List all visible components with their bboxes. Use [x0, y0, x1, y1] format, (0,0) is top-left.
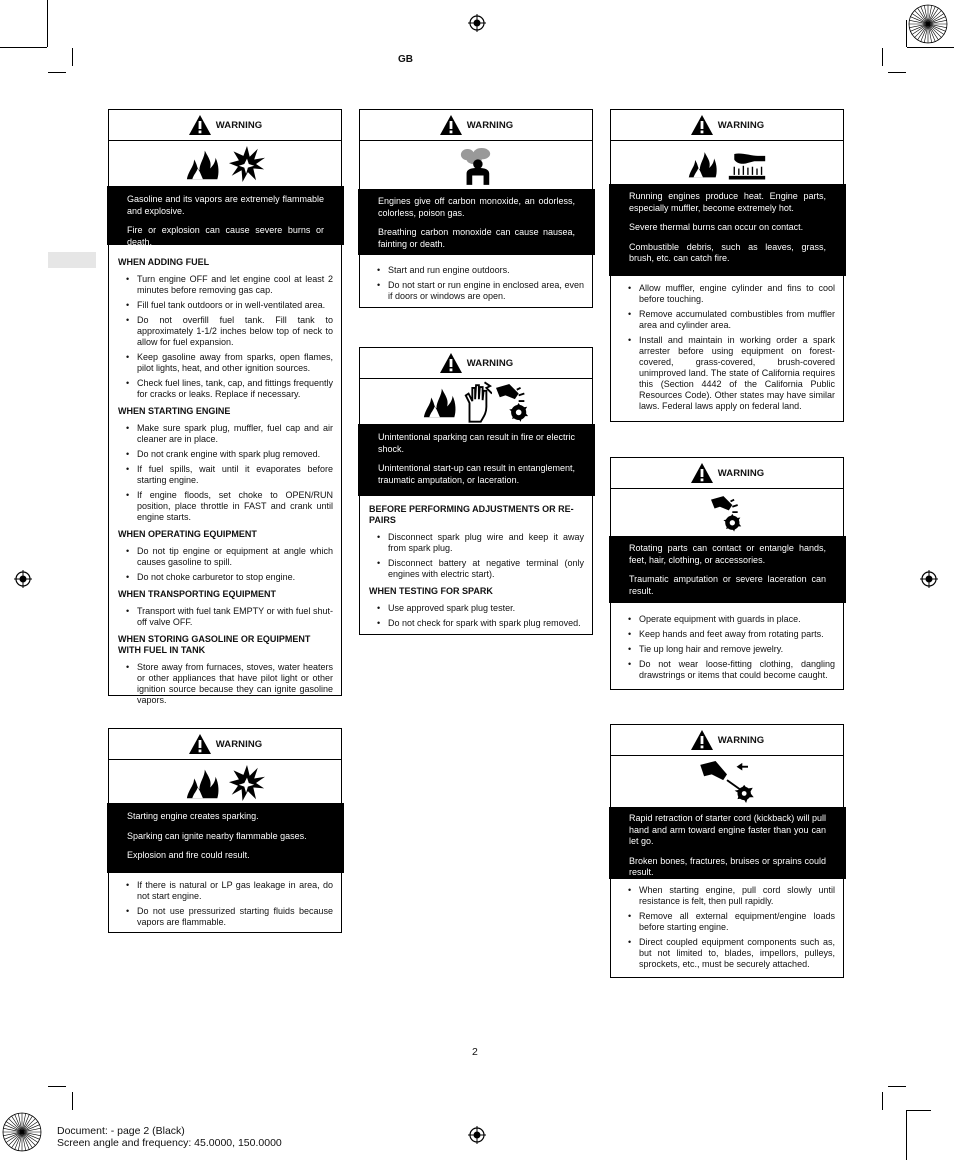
section-title: WHEN ADDING FUEL [118, 257, 210, 267]
list-item: • Disconnect battery at negative terminal (only engines with electric start). [369, 558, 584, 580]
list-item: • When starting engine, pull cord slowly until resistance is felt, then pull rapidly. [620, 885, 835, 907]
warning-label: WARNING [215, 119, 263, 131]
warning-label: WARNING [466, 357, 514, 369]
section-title: WHEN STARTING ENGINE [118, 406, 231, 416]
instruction-list [369, 265, 584, 302]
hot-surface-icon [727, 148, 767, 180]
warning-card-starting [108, 728, 342, 933]
flame-icon [422, 385, 458, 419]
instructions [620, 614, 835, 687]
hazard-message [609, 536, 846, 603]
instruction-list [118, 546, 333, 583]
kickback-icon [698, 761, 756, 803]
list-item: • Install and maintain in working order a spark arrester before using equipment on forest-covered, grass-covered, brush-covered unimproved land. The state of California requires this (Section 4442 of the California Public Resources Code). Other states may have similar laws. Federal laws apply on federal land. [620, 335, 835, 412]
hazard-text: Running engines produce heat. Engine parts, especially muffler, become extremely hot. [629, 191, 826, 213]
flame-icon [687, 149, 719, 179]
list-item: • If there is natural or LP gas leakage in area, do not start engine. [118, 880, 333, 902]
instruction-list [118, 274, 333, 400]
flame-icon [185, 766, 221, 800]
hazard-text: Unintentional start-up can result in entanglement, traumatic amputation, or laceration. [378, 463, 575, 485]
starburst-target-icon [908, 4, 948, 44]
registration-mark-icon [468, 14, 486, 32]
warning-triangle-icon [188, 733, 212, 755]
list-item: • Do not tip engine or equipment at angle which causes gasoline to spill. [118, 546, 333, 568]
list-item: • Keep gasoline away from sparks, open flames, pilot lights, heat, and other ignition sources. [118, 352, 333, 374]
hazard-text: Explosion and fire could result. [127, 850, 250, 860]
card-header [360, 348, 592, 379]
list-item: • Do not use pressurized starting fluids because vapors are flammable. [118, 906, 333, 928]
list-item: • Tie up long hair and remove jewelry. [620, 644, 835, 655]
hazard-icons [109, 763, 341, 803]
hazard-text: Gasoline and its vapors are extremely flammable and explosive. [127, 194, 324, 216]
card-header [611, 458, 843, 489]
section-title: WHEN STORING GASOLINE OR EQUIPMENT WITH FUEL IN TANK [118, 634, 311, 655]
warning-triangle-icon [439, 114, 463, 136]
list-item: • Remove accumulated combustibles from muffler area and cylinder area. [620, 309, 835, 331]
explosion-icon [229, 764, 265, 802]
list-item: • Do not wear loose-fitting clothing, dangling drawstrings or items that could become caught. [620, 659, 835, 681]
list-item: • Direct coupled equipment components such as, but not limited to, blades, impellors, pulleys, sprockets, etc., must be securely attached. [620, 937, 835, 970]
hazard-message [358, 424, 595, 496]
print-info [57, 1125, 282, 1149]
hazard-text: Rapid retraction of starter cord (kickback) will pull hand and arm toward engine faster than you can let go. [629, 813, 826, 846]
warning-triangle-icon [690, 729, 714, 751]
hazard-icons [611, 759, 843, 805]
list-item: • Use approved spark plug tester. [369, 603, 584, 614]
list-item: • Disconnect spark plug wire and keep it away from spark plug. [369, 532, 584, 554]
hazard-message [107, 186, 344, 245]
list-item: • Store away from furnaces, stoves, water heaters or other appliances that have pilot light or other ignition source because they can ignite gasoline vapors. [118, 662, 333, 706]
list-item: • Start and run engine outdoors. [369, 265, 584, 276]
hazard-icons [109, 144, 341, 184]
warning-triangle-icon [439, 352, 463, 374]
section-title: WHEN TRANSPORTING EQUIPMENT [118, 589, 277, 599]
hazard-text: Combustible debris, such as leaves, grass, brush, etc. can catch fire. [629, 241, 826, 263]
hazard-icons [360, 380, 592, 424]
list-item: • Remove all external equipment/engine loads before starting engine. [620, 911, 835, 933]
hazard-text: Starting engine creates sparking. [127, 811, 259, 821]
warning-card-kickback [610, 724, 844, 978]
warning-label: WARNING [215, 738, 263, 750]
print-info-line: Screen angle and frequency: 45.0000, 150.0000 [57, 1137, 282, 1149]
flame-icon [185, 147, 221, 181]
spark-hand-icon [462, 381, 492, 423]
card-header [109, 729, 341, 760]
instruction-list [118, 880, 333, 928]
list-item: • Transport with fuel tank EMPTY or with fuel shut-off valve OFF. [118, 606, 333, 628]
hazard-text: Rotating parts can contact or entangle hands, feet, hair, clothing, or accessories. [629, 543, 826, 565]
instruction-list [118, 662, 333, 706]
warning-card-spark [359, 347, 593, 635]
section-tab [48, 252, 96, 268]
hazard-icons [611, 144, 843, 184]
entanglement-icon [496, 381, 530, 423]
warning-label: WARNING [717, 119, 765, 131]
card-header [109, 110, 341, 141]
list-item: • Do not choke carburetor to stop engine. [118, 572, 333, 583]
toxic-gas-icon [459, 146, 493, 186]
list-item: • Check fuel lines, tank, cap, and fittings frequently for cracks or leaks. Replace if necessary. [118, 378, 333, 400]
warning-triangle-icon [188, 114, 212, 136]
page-number: 2 [472, 1046, 478, 1058]
card-header [360, 110, 592, 141]
language-code: GB [398, 54, 413, 65]
list-item: • Do not check for spark with spark plug removed. [369, 618, 584, 629]
warning-card-carbon-monoxide [359, 109, 593, 308]
hazard-text: Engines give off carbon monoxide, an odorless, colorless, poison gas. [378, 196, 575, 218]
list-item: • If fuel spills, wait until it evaporates before starting engine. [118, 464, 333, 486]
instruction-list [369, 532, 584, 580]
instructions [369, 504, 584, 635]
instruction-list [118, 423, 333, 523]
instructions [118, 257, 333, 712]
instruction-list [369, 603, 584, 629]
hazard-message [107, 803, 344, 873]
list-item: • Do not overfill fuel tank. Fill tank to approximately 1-1/2 inches below top of neck to allow for fuel expansion. [118, 315, 333, 348]
hazard-icons [360, 145, 592, 187]
instructions [620, 885, 835, 976]
warning-label: WARNING [717, 734, 765, 746]
instruction-list [620, 885, 835, 970]
card-header [611, 725, 843, 756]
warning-label: WARNING [717, 467, 765, 479]
warning-card-fuel [108, 109, 342, 705]
section-title: WHEN TESTING FOR SPARK [369, 586, 493, 596]
list-item: • Allow muffler, engine cylinder and fins to cool before touching. [620, 283, 835, 305]
hazard-text: Severe thermal burns can occur on contact. [629, 222, 804, 232]
registration-mark-icon [920, 570, 938, 588]
print-info-line: Document: - page 2 (Black) [57, 1125, 185, 1137]
instruction-list [620, 283, 835, 412]
hazard-text: Fire or explosion can cause severe burns or death. [127, 225, 324, 247]
section-title: WHEN OPERATING EQUIPMENT [118, 529, 257, 539]
registration-mark-icon [14, 570, 32, 588]
instructions [369, 265, 584, 308]
list-item: • Do not start or run engine in enclosed area, even if doors or windows are open. [369, 280, 584, 302]
hazard-message [609, 184, 846, 276]
entanglement-icon [711, 493, 743, 533]
warning-triangle-icon [690, 462, 714, 484]
hazard-text: Unintentional sparking can result in fire or electric shock. [378, 432, 575, 454]
registration-mark-icon [468, 1126, 486, 1144]
hazard-text: Traumatic amputation or severe laceration can result. [629, 574, 826, 596]
list-item: • Turn engine OFF and let engine cool at least 2 minutes before removing gas cap. [118, 274, 333, 296]
warning-label: WARNING [466, 119, 514, 131]
warning-card-heat [610, 109, 844, 422]
warning-triangle-icon [690, 114, 714, 136]
hazard-message [358, 189, 595, 255]
list-item: • Keep hands and feet away from rotating parts. [620, 629, 835, 640]
hazard-icons [611, 492, 843, 534]
instruction-list [118, 606, 333, 628]
list-item: • Do not crank engine with spark plug removed. [118, 449, 333, 460]
explosion-icon [229, 145, 265, 183]
hazard-message [609, 807, 846, 879]
card-header [611, 110, 843, 141]
list-item: • Operate equipment with guards in place. [620, 614, 835, 625]
warning-card-rotating-parts [610, 457, 844, 690]
instructions [620, 283, 835, 418]
starburst-target-icon [2, 1112, 42, 1152]
hazard-text: Sparking can ignite nearby flammable gases. [127, 830, 307, 841]
list-item: • If engine floods, set choke to OPEN/RUN position, place throttle in FAST and crank until engine starts. [118, 490, 333, 523]
section-title: BEFORE PERFORMING ADJUSTMENTS OR RE-PAIRS [369, 504, 574, 525]
list-item: • Fill fuel tank outdoors or in well-ventilated area. [118, 300, 333, 311]
list-item: • Make sure spark plug, muffler, fuel cap and air cleaner are in place. [118, 423, 333, 445]
hazard-text: Broken bones, fractures, bruises or sprains could result. [629, 855, 826, 877]
hazard-text: Breathing carbon monoxide can cause nausea, fainting or death. [378, 227, 575, 249]
instruction-list [620, 614, 835, 681]
instructions [118, 880, 333, 934]
